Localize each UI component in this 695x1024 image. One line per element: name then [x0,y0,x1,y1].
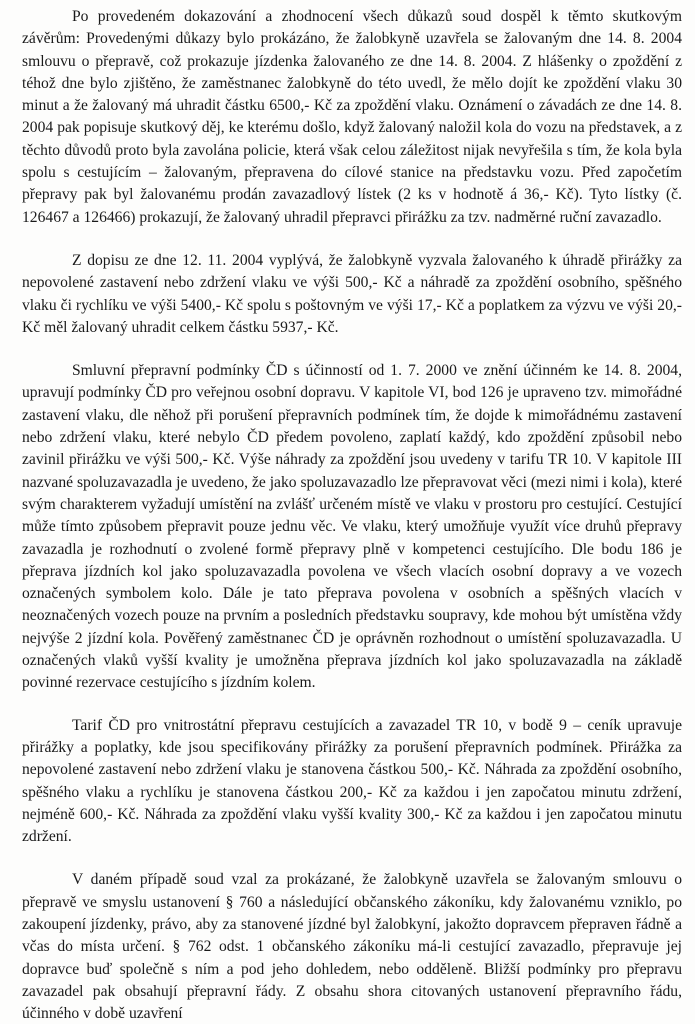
paragraph-court-reasoning: V daném případě soud vzal za prokázané, že žalobkyně uzavřela se žalovaným smlouvu o přepravě ve smyslu ustanovení § 760 a následující občanského zákoníku, kdy žalovanému vzniklo, po zakoupení jízdenky, právo, aby za stanovené jízdné byl žalobkyní, jakožto dopravcem přepraven řádně a včas do místa určení. § 762 odst. 1 občanského zákoníku má-li cestující zavazadlo, přepravuje jej dopravce buď společně s ním a pod jeho dohledem, nebo odděleně. Bližší podmínky pro přepravu zavazadel pak obsahují přepravní řády. Z obsahu shora citovaných ustanovení přepravního řádu, účinného v době uzavření [22,871,682,1023]
paragraph-tariff: Tarif ČD pro vnitrostátní přepravu cestujících a zavazadel TR 10, v bodě 9 – ceník upravuje přirážky a poplatky, kde jsou specifikovány přirážky za porušení přepravních podmínek. Přirážka za nepovolené zastavení nebo zdržení vlaku je stanovena částkou 500,- Kč. Náhrada za zpoždění osobního, spěšného vlaku a rychlíku je stanovena částkou 200,- Kč za každou i jen započatou minutu zdržení, nejméně 600,- Kč. Náhrada za zpoždění vlaku vyšší kvality 300,- Kč za každou i jen započatou minutu zdržení. [22,716,682,846]
paragraph-letter: Z dopisu ze dne 12. 11. 2004 vyplývá, že žalobkyně vyzvala žalovaného k úhradě přirážky za nepovolené zastavení nebo zdržení vlaku ve výši 500,- Kč a náhradě za zpoždění osobního, spěšného vlaku či rychlíku ve výši 5400,- Kč spolu s poštovným ve výši 17,- Kč a poplatkem za výzvu ve výši 20,- Kč měl žalovaný uhradit celkem částku 5937,- Kč. [22,251,682,336]
paragraph-transport-conditions: Smluvní přepravní podmínky ČD s účinností od 1. 7. 2000 ve znění účinném ke 14. 8. 2004, upravují podmínky ČD pro veřejnou osobní dopravu. V kapitole VI, bod 126 je upraveno tzv. mimořádné zastavení vlaku, dle něhož při porušení přepravních podmínek tím, že dojde k mimořádnému zastavení nebo zdržení vlaku, které nebylo ČD předem povoleno, zaplatí každý, kdo zpoždění způsobil nebo zavinil přirážku ve výši 500,- Kč. Výše náhrady za zpoždění jsou uvedeny v tarifu TR 10. V kapitole III nazvané spoluzavazadla je uvedeno, že jako spoluzavazadlo lze přepravovat věci (mezi nimi i kola), které svým charakterem vyžadují umístění na zvlášť určeném místě ve vlaku v prostoru pro cestující. Cestující může tímto způsobem přepravit pouze jednu věc. Ve vlaku, který umožňuje využít více druhů přepravy zavazadla je rozhodnutí o zvolené formě přepravy plně v kompetenci cestujícího. Dle bodu 186 je přeprava jízdních kol jako spoluzavazadla povolena ve všech vlacích osobní dopravy a ve vozech označených symbolem kolo. Dále je tato přeprava povolena v osobních a spěšných vlacích v neoznačených vozech pouze na prvním a posledních představku soupravy, kde mohou být umístěna vždy nejvýše 2 jízdní kola. Pověřený zaměstnanec ČD je oprávněn rozhodnout o umístění spoluzavazadla. U označených vlaků vyšší kvality je umožněna přeprava jízdních kol jako spoluzavazadla na základě povinné rezervace cestujícího s jízdním kolem. [22,362,682,692]
paragraph-findings: Po provedeném dokazování a zhodnocení všech důkazů soud dospěl k těmto skutkovým závěrům: Provedenými důkazy bylo prokázáno, že žalobkyně uzavřela se žalovaným dne 14. 8. 2004 smlouvu o přepravě, což prokazuje jízdenka žalovaného ze dne 14. 8. 2004. Z hlášenky o zpoždění z téhož dne bylo zjištěno, že zaměstnanec žalobkyně do této uvedl, že mělo dojít ke zpoždění vlaku 30 minut a že žalovaný má uhradit částku 6500,- Kč za zpoždění vlaku. Oznámení o závadách ze dne 14. 8. 2004 pak popisuje skutkový děj, ke kterému došlo, když žalovaný naložil kola do vozu na představek, a z těchto důvodů proto byla zavolána policie, která však celou záležitost nijak nevyřešila s tím, že kola byla spolu s cestujícím – žalovaným, přepravena do cílové stanice na představku vozu. Před započetím přepravy pak byl žalovanému prodán zavazadlový lístek (2 ks v hodnotě á 36,- Kč). Tyto lístky (č. 126467 a 126466) prokazují, že žalovaný uhradil přepravci přirážku za tzv. nadměrné ruční zavazadlo. [22,8,682,226]
document-body [22,6,682,1024]
